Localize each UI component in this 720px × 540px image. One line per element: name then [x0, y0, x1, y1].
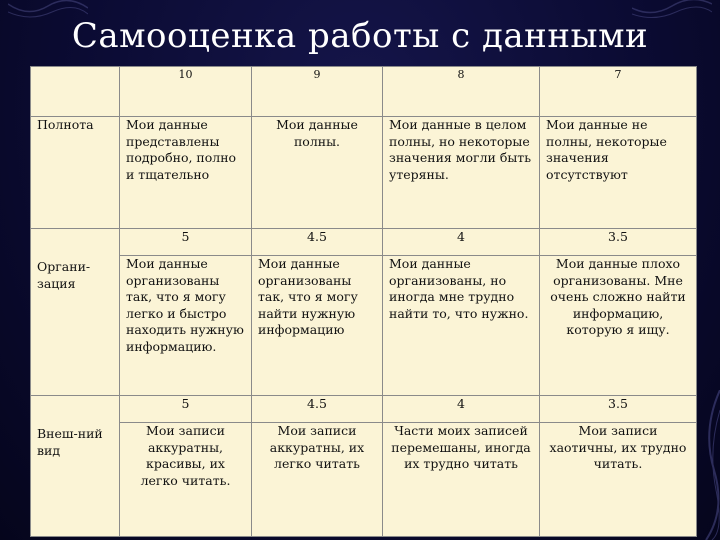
header-score-row: [31, 67, 697, 117]
score-row-organization: [31, 229, 697, 256]
score-row-appearance: [31, 396, 697, 423]
criterion-cell: Мои записи аккуратны, красивы, их легко читать.: [120, 423, 252, 537]
slide-title: Самооценка работы с данными: [71, 16, 649, 56]
criterion-cell: Мои данные в целом полны, но некоторые значения могли быть утеряны.: [383, 117, 540, 229]
criterion-cell: Мои данные организованы так, что я могу легко и быстро находить нужную информацию.: [120, 256, 252, 396]
criterion-cell: Мои данные полны.: [252, 117, 383, 229]
criterion-cell: Мои данные не полны, некоторые значения отсутствуют: [540, 117, 697, 229]
score-cell: 5: [120, 396, 252, 423]
header-score: 8: [383, 67, 540, 117]
score-cell: 4.5: [252, 396, 383, 423]
header-empty-cell: [31, 67, 120, 117]
score-cell: 4.5: [252, 229, 383, 256]
criterion-cell: Мои данные организованы так, что я могу найти нужную информацию: [252, 256, 383, 396]
score-cell: 4: [383, 396, 540, 423]
page-corner-decoration: [696, 390, 720, 540]
criterion-cell: Мои записи аккуратны, их легко читать: [252, 423, 383, 537]
criterion-label: Полнота: [31, 117, 120, 229]
score-cell: 3.5: [540, 229, 697, 256]
score-cell: 4: [383, 229, 540, 256]
criterion-cell: Мои данные плохо организованы. Мне очень сложно найти информацию, которую я ищу.: [540, 256, 697, 396]
score-cell: 3.5: [540, 396, 697, 423]
criterion-row-appearance: [31, 423, 697, 537]
criterion-cell: Мои данные организованы, но иногда мне трудно найти то, что нужно.: [383, 256, 540, 396]
criterion-row-completeness: [31, 117, 697, 229]
header-score: 7: [540, 67, 697, 117]
header-score: 10: [120, 67, 252, 117]
criterion-label: Внеш-ний вид: [31, 396, 120, 537]
score-cell: 5: [120, 229, 252, 256]
criterion-cell: Части моих записей перемешаны, иногда их трудно читать: [383, 423, 540, 537]
self-assessment-table: [30, 66, 697, 537]
criterion-label: Органи-зация: [31, 229, 120, 396]
header-score: 9: [252, 67, 383, 117]
criterion-cell: Мои данные представлены подробно, полно и тщательно: [120, 117, 252, 229]
criterion-row-organization: [31, 256, 697, 396]
criterion-cell: Мои записи хаотичны, их трудно читать.: [540, 423, 697, 537]
